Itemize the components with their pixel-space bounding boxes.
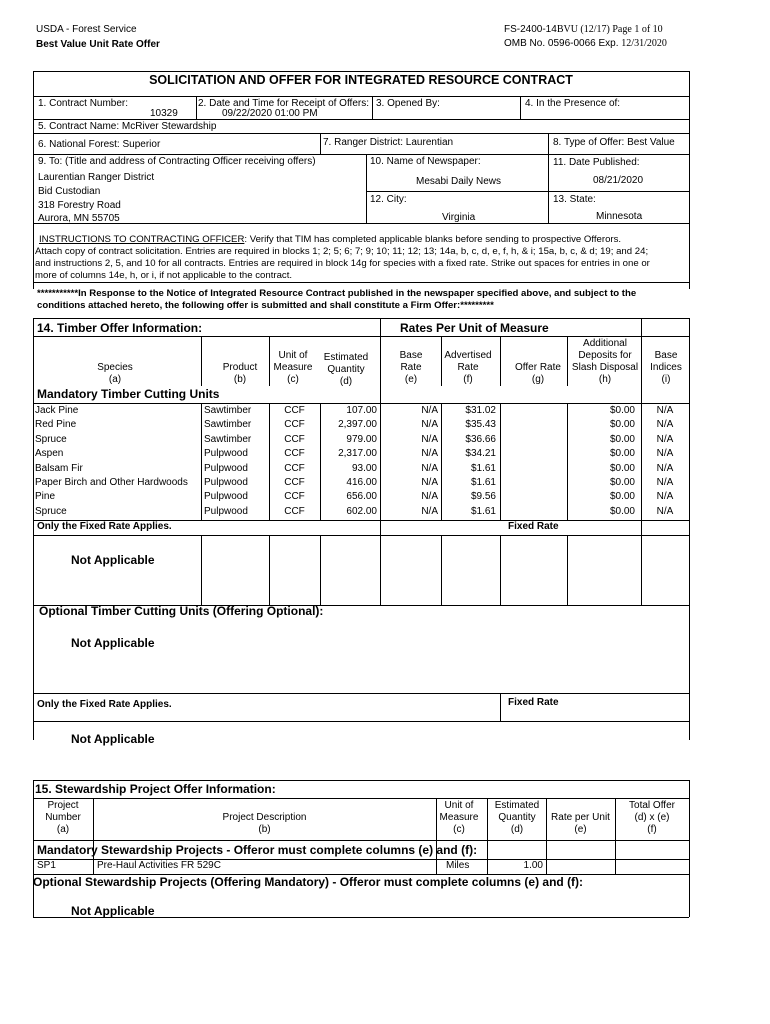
cell-base: N/A xyxy=(421,505,438,517)
sp-cell-unit: Miles xyxy=(446,860,470,871)
fixed-rate-note-2: Only the Fixed Rate Applies. xyxy=(37,699,172,710)
contract-number-value: 10329 xyxy=(150,108,178,119)
instructions-line-2: Attach copy of contract solicitation. Entries are required in blocks 1; 2; 5; 6; 7; 9; 10; 11; 12; 13; 14a, b, c, d, e, f, h, & i; 15a, b, c, & d; 19; and 24; xyxy=(35,246,649,257)
sp-col-rate: Rate per Unit xyxy=(551,812,610,823)
cell-qty: 93.00 xyxy=(351,462,377,474)
sp-cell-num: SP1 xyxy=(37,860,56,871)
firm-offer-notice-2: conditions attached hereto, the following offer is submitted and shall constitute a Firm Offer:********* xyxy=(37,300,494,311)
cell-product: Pulpwood xyxy=(204,448,248,460)
cell-unit: CCF xyxy=(284,477,305,488)
address-line-3: 318 Forestry Road xyxy=(38,200,121,211)
cell-product: Sawtimber xyxy=(204,433,252,445)
cell-species: Red Pine xyxy=(35,419,77,431)
state-value: Minnesota xyxy=(596,211,643,222)
cell-indices: N/A xyxy=(656,405,674,416)
cell-slash: $0.00 xyxy=(609,448,635,460)
sp-col-total-2: (d) x (e) xyxy=(634,812,670,823)
col-offer-label: Offer Rate xyxy=(515,362,561,373)
col-indices-code: (i) xyxy=(661,374,671,385)
timber-section-title: 14. Timber Offer Information: xyxy=(37,321,203,335)
optional-stewardship-title: Optional Stewardship Projects (Offering Mandatory) - Offeror must complete columns (e) and (f): xyxy=(33,875,584,889)
address-line-1: Laurentian Ranger District xyxy=(38,172,155,183)
cell-product: Sawtimber xyxy=(204,405,252,416)
col-slash-label-3: Slash Disposal xyxy=(571,362,639,373)
mandatory-timber-title: Mandatory Timber Cutting Units xyxy=(37,387,220,401)
sp-col-total-code: (f) xyxy=(647,824,657,835)
cell-qty: 602.00 xyxy=(346,505,377,517)
cell-indices: N/A xyxy=(656,419,674,431)
page-number: 1 xyxy=(634,24,640,35)
sp-col-unit-1: Unit of xyxy=(444,800,474,811)
instructions-heading: INSTRUCTIONS TO CONTRACTING OFFICER xyxy=(39,234,245,245)
newspaper-label: 10. Name of Newspaper: xyxy=(370,156,481,167)
cell-adv: $1.61 xyxy=(470,462,496,474)
address-line-2: Bid Custodian xyxy=(38,186,101,197)
cell-unit: CCF xyxy=(284,505,305,517)
city-value: Virginia xyxy=(442,212,476,223)
cell-slash: $0.00 xyxy=(609,477,635,488)
omb-expiration: 12/31/2020 xyxy=(621,38,667,49)
cell-qty: 416.00 xyxy=(346,477,377,488)
sp-col-number-1: Project xyxy=(47,800,79,811)
receipt-datetime-value: 09/22/2020 01:00 PM xyxy=(222,108,318,119)
sp-cell-qty: 1.00 xyxy=(523,860,543,871)
form-number: FS-2400-14BVU (12/17) Page 1 of 10 xyxy=(504,24,663,35)
mandatory-stewardship-title: Mandatory Stewardship Projects - Offeror must complete columns (e) and (f): xyxy=(37,843,478,857)
cell-species: Jack Pine xyxy=(35,405,79,416)
firm-offer-notice-1: ***********In Response to the Notice of Integrated Resource Contract published in the newspaper specified above, and subject to the xyxy=(37,288,637,299)
col-base-label-1: Base xyxy=(399,350,423,361)
cell-unit: CCF xyxy=(284,448,305,460)
sp-col-unit-2: Measure xyxy=(439,812,479,823)
page-total: 10 xyxy=(652,24,663,35)
cell-unit: CCF xyxy=(284,491,305,503)
offer-type: 8. Type of Offer: Best Value xyxy=(553,137,675,148)
cell-indices: N/A xyxy=(656,462,674,474)
col-product-label: Product xyxy=(222,362,258,373)
cell-product: Pulpwood xyxy=(204,505,248,517)
rates-title: Rates Per Unit of Measure xyxy=(400,321,549,335)
date-published-value: 08/21/2020 xyxy=(593,175,644,186)
col-base-code: (e) xyxy=(404,374,418,385)
cell-slash: $0.00 xyxy=(609,505,635,517)
cell-adv: $35.43 xyxy=(465,419,496,431)
main-title: SOLICITATION AND OFFER FOR INTEGRATED RESOURCE CONTRACT xyxy=(149,73,573,87)
col-offer-code: (g) xyxy=(531,374,545,385)
cell-slash: $0.00 xyxy=(609,491,635,503)
cell-base: N/A xyxy=(421,433,438,445)
cell-unit: CCF xyxy=(284,433,305,445)
address-line-4: Aurora, MN 55705 xyxy=(38,213,120,224)
cell-slash: $0.00 xyxy=(609,405,635,416)
cell-species: Pine xyxy=(35,491,56,503)
cell-slash: $0.00 xyxy=(609,462,635,474)
cell-qty: 2,317.00 xyxy=(338,448,377,460)
cell-species: Paper Birch and Other Hardwoods xyxy=(35,477,188,488)
cell-product: Pulpwood xyxy=(204,491,248,503)
col-qty-label-1: Estimated xyxy=(323,352,369,363)
not-applicable-1: Not Applicable xyxy=(71,553,155,567)
not-applicable-4: Not Applicable xyxy=(71,904,155,918)
sp-col-rate-code: (e) xyxy=(574,824,587,835)
stewardship-section-title: 15. Stewardship Project Offer Information: xyxy=(35,782,276,796)
col-species-label: Species xyxy=(97,362,133,373)
sp-col-desc-code: (b) xyxy=(258,824,271,835)
ranger-district: 7. Ranger District: Laurentian xyxy=(323,137,454,148)
cell-product: Pulpwood xyxy=(204,477,248,488)
col-adv-code: (f) xyxy=(463,374,473,385)
cell-indices: N/A xyxy=(656,448,674,460)
city-label: 12. City: xyxy=(370,194,407,205)
col-unit-label-1: Unit of xyxy=(278,350,308,361)
cell-base: N/A xyxy=(421,477,438,488)
sp-col-qty-code: (d) xyxy=(510,824,524,835)
cell-slash: $0.00 xyxy=(609,419,635,431)
cell-unit: CCF xyxy=(284,405,305,416)
cell-adv: $36.66 xyxy=(465,433,496,445)
sp-cell-desc: Pre-Haul Activities FR 529C xyxy=(97,860,221,871)
optional-timber-title: Optional Timber Cutting Units (Offering Optional): xyxy=(39,604,324,618)
receipt-datetime-label: 2. Date and Time for Receipt of Offers: xyxy=(198,98,370,109)
cell-product: Sawtimber xyxy=(204,419,252,431)
newspaper-value: Mesabi Daily News xyxy=(416,176,502,187)
sp-col-desc: Project Description xyxy=(222,812,307,823)
date-published-label: 11. Date Published: xyxy=(553,157,640,168)
instructions-line-3: and instructions 2, 5, and 10 for all contracts. Entries are required in block 14g for species with a fixed rate. Strike out spaces for entries in one or xyxy=(35,258,650,269)
col-unit-label-2: Measure xyxy=(273,362,313,373)
col-indices-label-2: Indices xyxy=(650,362,682,373)
presence-of-label: 4. In the Presence of: xyxy=(525,98,621,109)
not-applicable-2: Not Applicable xyxy=(71,636,155,650)
instructions-line-4: more of columns 14e, h, or i, if not applicable to the contract. xyxy=(35,270,293,281)
col-unit-code: (c) xyxy=(287,374,299,385)
col-qty-label-2: Quantity xyxy=(327,364,365,375)
cell-adv: $1.61 xyxy=(470,505,496,517)
cell-indices: N/A xyxy=(656,505,674,517)
col-adv-label-1: Advertised xyxy=(444,350,492,361)
agency-name: USDA - Forest Service xyxy=(36,24,137,35)
contract-name: 5. Contract Name: McRiver Stewardship xyxy=(38,121,217,132)
cell-unit: CCF xyxy=(284,462,305,474)
cell-qty: 979.00 xyxy=(346,433,377,445)
col-product-code: (b) xyxy=(233,374,247,385)
col-slash-label-1: Additional xyxy=(583,338,627,349)
omb-number: OMB No. 0596-0066 Exp. 12/31/2020 xyxy=(504,38,667,49)
sp-col-qty-1: Estimated xyxy=(494,800,540,811)
cell-qty: 656.00 xyxy=(346,491,377,503)
cell-base: N/A xyxy=(421,448,438,460)
cell-species: Aspen xyxy=(35,448,64,460)
cell-base: N/A xyxy=(421,405,438,416)
cell-adv: $1.61 xyxy=(470,477,496,488)
sp-col-total-1: Total Offer xyxy=(629,800,675,811)
cell-unit: CCF xyxy=(284,419,305,431)
cell-indices: N/A xyxy=(656,433,674,445)
sp-col-unit-code: (c) xyxy=(453,824,465,835)
sp-col-number-2: Number xyxy=(45,812,81,823)
col-slash-label-2: Deposits for xyxy=(578,350,632,361)
document-title: Best Value Unit Rate Offer xyxy=(36,39,160,50)
cell-adv: $9.56 xyxy=(470,491,496,503)
cell-product: Pulpwood xyxy=(204,462,248,474)
contract-number-label: 1. Contract Number: xyxy=(38,98,129,109)
cell-adv: $31.02 xyxy=(465,405,496,416)
cell-base: N/A xyxy=(421,462,438,474)
cell-species: Spruce xyxy=(35,505,67,517)
sp-col-qty-2: Quantity xyxy=(498,812,536,823)
state-label: 13. State: xyxy=(553,194,596,205)
not-applicable-3: Not Applicable xyxy=(71,732,155,746)
col-base-label-2: Rate xyxy=(400,362,422,373)
opened-by-label: 3. Opened By: xyxy=(376,98,440,109)
col-indices-label-1: Base xyxy=(654,350,678,361)
cell-indices: N/A xyxy=(656,491,674,503)
cell-base: N/A xyxy=(421,491,438,503)
fixed-rate-note: Only the Fixed Rate Applies. xyxy=(37,521,172,532)
cell-indices: N/A xyxy=(656,477,674,488)
contracting-officer-label: 9. To: (Title and address of Contracting Officer receiving offers) xyxy=(38,156,316,167)
fixed-rate-label-2: Fixed Rate xyxy=(508,697,559,708)
cell-base: N/A xyxy=(421,419,438,431)
col-adv-label-2: Rate xyxy=(457,362,479,373)
cell-slash: $0.00 xyxy=(609,433,635,445)
cell-qty: 107.00 xyxy=(346,405,377,416)
col-species-code: (a) xyxy=(108,374,122,385)
cell-species: Balsam Fir xyxy=(35,462,83,474)
col-qty-code: (d) xyxy=(339,376,353,387)
cell-adv: $34.21 xyxy=(465,448,496,460)
cell-species: Spruce xyxy=(35,433,67,445)
national-forest: 6. National Forest: Superior xyxy=(38,139,161,150)
cell-qty: 2,397.00 xyxy=(338,419,377,431)
fixed-rate-label: Fixed Rate xyxy=(508,521,559,532)
sp-col-number-code: (a) xyxy=(56,824,70,835)
instructions-line-1: INSTRUCTIONS TO CONTRACTING OFFICER: Verify that TIM has completed applicable blanks before sending to prospective Offerors. xyxy=(39,234,622,245)
col-slash-code: (h) xyxy=(598,374,612,385)
